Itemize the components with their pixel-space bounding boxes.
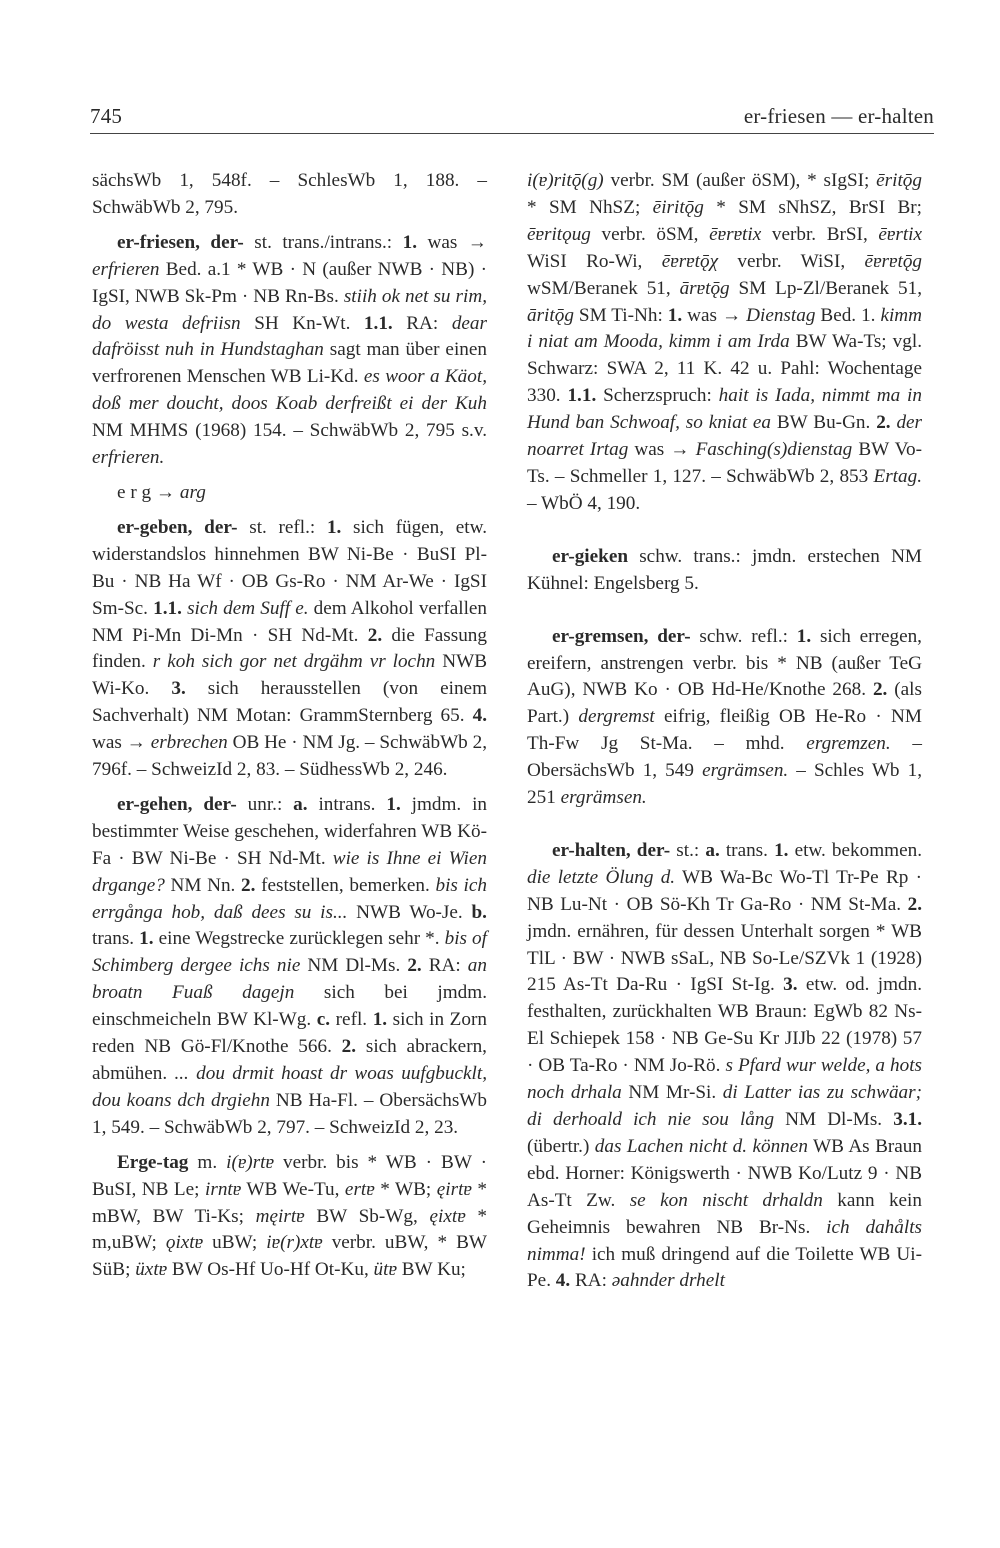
entry-italic-text: bis of Schimberg dergee ichs nie (92, 928, 487, 977)
entry-text: RA: (570, 1270, 612, 1292)
entry-italic-text: i(ɐ)ritǭ(g) (527, 170, 604, 191)
entry-italic-text: ēɐrɐtǭg (864, 250, 923, 272)
entry-text: sagt man über einen verfrorenen Menschen WB Li-Kd. (92, 339, 487, 388)
entry-italic-text: es woor a Käot, doß mer doucht, doos Koab derfreißt ei der Kuh (92, 366, 487, 415)
running-head: er-friesen — er-halten (743, 104, 934, 128)
entry-text: dem Alkohol verfallen NM Pi-Mn Di-Mn · SH Nd-Mt. (92, 597, 488, 646)
entry-text: sich erregen, ereifern, anstrengen verbr. bis * NB (außer TeG AuG), NWB Ko · OB Hd-He/Knothe 268. (527, 625, 922, 701)
entry-text: st. trans./intrans.: (243, 231, 403, 253)
entry-italic-text: ǫixtɐ (165, 1232, 204, 1254)
entry-text: sich fügen, etw. widerstandslos hinnehmen BW Ni-Be · BuSI Pl-Bu · NB Ha Wf · OB Gs-Ro · NM Ar-We · IgSI Sm-Sc. (92, 516, 488, 619)
entry-italic-text: Dienstag (746, 304, 816, 326)
entry-text: NM Mr-Si. (621, 1082, 723, 1104)
entry-text: verbr. öSM, (590, 223, 710, 245)
entry-text: verbr. SM (außer öSM), * sIgSI; (603, 170, 877, 191)
dictionary-entry (92, 480, 487, 507)
entry-headword: 1. (402, 231, 417, 253)
entry-italic-text: i(ɐ)rtɐ (226, 1151, 274, 1173)
entry-italic-text: ... dou drmit hoast dr woas uufgbucklt, dou koans dch drgiehn (92, 1063, 487, 1111)
entry-italic-text: bis ich errgånga hob, daß dees su is... (92, 874, 487, 923)
entry-headword: 1. (372, 1009, 388, 1031)
entry-text: refl. (330, 1009, 373, 1031)
entry-headword: 2. (241, 874, 256, 896)
entry-headword: er-friesen, der- (117, 231, 244, 253)
page-header (90, 104, 934, 129)
entry-text: schw. trans.: jmdn. erstechen NM Kühnel: Engelsberg 5. (527, 545, 922, 594)
entry-headword: er-halten, der- (552, 839, 671, 861)
entry-text: sächsWb 1, 548f. – SchlesWb 1, 188. – SchwäbWb 2, 795. (92, 170, 487, 218)
entry-headword: 2. (876, 412, 891, 434)
entry-text: sich abrackern, abmühen. (92, 1036, 487, 1084)
entry-text: – ObersächsWb 1, 549 (527, 733, 923, 782)
entry-headword: Erge-tag (117, 1151, 189, 1173)
entry-headword: 1. (139, 928, 154, 950)
entry-text: NWB Wi-Ko. (92, 651, 487, 700)
entry-italic-text: ütɐ (373, 1259, 397, 1281)
entry-italic-text: stiih ok net su rim, do westa defriisn (92, 285, 487, 334)
entry-text: (übertr.) (527, 1135, 595, 1157)
entry-italic-text: ēiritǭg (652, 196, 704, 218)
entry-text: WiSI Ro-Wi, (527, 250, 662, 272)
entry-text: WB Wa-Bc Wo-Tl Tr-Pe Rp · NB Lu-Nt · OB Sö-Kh Tr Ga-Ro · NM St-Ma. (527, 866, 922, 915)
entry-headword: 4. (472, 705, 487, 727)
entry-text: etw. bekommen. (788, 839, 922, 861)
entry-italic-text: Ertag. (873, 465, 922, 487)
entry-italic-text: der noarret Irtag (527, 412, 923, 461)
entry-headword: 2. (907, 893, 922, 915)
entry-headword: 4. (555, 1270, 571, 1292)
entry-italic-text: an broatn Fuaß dagejn (92, 955, 487, 1004)
entry-italic-text: sich dem Suff e. (187, 597, 309, 619)
left-column (92, 168, 487, 1292)
entry-italic-text: die letzte Ölung d. (527, 866, 676, 888)
entry-text: SH Kn-Wt. (240, 312, 364, 334)
entry-text: jmdm. in bestimmter Weise geschehen, widerfahren WB Kö-Fa · BW Ni-Be · SH Nd-Mt. (92, 793, 488, 869)
dictionary-entry (527, 544, 922, 598)
entry-text: BW Vo-Ts. – Schmeller 1, 127. – SchwäbWb 2, 853 (527, 439, 922, 487)
entry-italic-text: ich dahålts nimma! (527, 1216, 922, 1265)
entry-italic-text: s Pfard wur welde, a hots noch drhala (527, 1055, 923, 1104)
entry-text: ich muß dringend auf die Toilette WB Ui-Pe. (527, 1243, 922, 1292)
entry-text: unr.: (236, 793, 294, 815)
entry-text: * WB; (374, 1178, 437, 1200)
entry-text: verbr. WiSI, (718, 250, 865, 272)
entry-italic-text: ēritǭg (876, 170, 922, 191)
entry-text: OB He · NM Jg. – SchwäbWb 2, 796f. – SchweizId 2, 83. – SüdhessWb 2, 246. (92, 732, 487, 781)
entry-text: m. (188, 1151, 227, 1173)
entry-text: was → (682, 304, 747, 326)
entry-italic-text: üxtɐ (135, 1259, 168, 1281)
entry-italic-text: di Latter ias zu schwäar; di derhoald ich nie sou lång (527, 1082, 922, 1130)
entry-text: was → (92, 732, 151, 754)
entry-italic-text: erfrieren (92, 258, 160, 280)
entry-italic-text: əahnder drhelt (611, 1270, 725, 1292)
entry-italic-text: erfrieren. (92, 447, 165, 469)
entry-headword: er-geben, der- (117, 516, 238, 538)
dictionary-entry (527, 624, 922, 812)
entry-headword: 3. (171, 678, 186, 700)
entry-text: feststellen, bemerken. (255, 874, 436, 896)
entry-italic-text: ergremzen. (806, 733, 891, 755)
entry-headword: c. (316, 1009, 331, 1031)
entry-text: st.: (670, 839, 706, 861)
entry-text: NM Dl-Ms. (774, 1109, 894, 1130)
entry-text: trans. (92, 928, 140, 950)
entry-text: BW Ku; (396, 1259, 466, 1281)
dictionary-entry (92, 515, 487, 784)
entry-text: SM Lp-Zl/Beranek 51, (729, 277, 922, 299)
entry-headword: 2. (367, 624, 383, 646)
entry-text: uBW; (203, 1232, 267, 1254)
entry-headword: 1. (796, 625, 812, 647)
dictionary-entry (92, 230, 487, 472)
entry-italic-text: ęirtɐ (436, 1178, 472, 1200)
entry-text: * SM NhSZ; (527, 196, 653, 218)
header-rule (90, 133, 934, 134)
entry-text: * m,uBW; (92, 1205, 487, 1254)
entry-text: NM Dl-Ms. (300, 955, 408, 977)
entry-text: SM Ti-Nh: (573, 304, 668, 326)
entry-text: (als Part.) (527, 679, 922, 728)
dictionary-entry (92, 168, 487, 222)
dictionary-entry (527, 168, 922, 518)
entry-text: e r g → (117, 481, 180, 503)
entry-italic-text: ēɐrtix (878, 223, 922, 245)
entry-text: kann kein Geheimnis bewahren NB Br-Ns. (527, 1189, 922, 1238)
entry-text: RA: (392, 312, 452, 334)
entry-headword: a. (705, 839, 720, 861)
entry-text: RA: (421, 955, 468, 977)
entry-headword: 1.1. (363, 312, 393, 334)
entry-italic-text: iɐ(r)xtɐ (266, 1232, 323, 1254)
entry-text: * SM sNhSZ, BrSI Br; (703, 196, 922, 218)
entry-text: BW Bu-Gn. (771, 412, 877, 434)
entry-italic-text: das Lachen nicht d. können (594, 1135, 808, 1157)
entry-italic-text: irntɐ (205, 1178, 242, 1200)
entry-text: die Fassung finden. (92, 624, 487, 673)
entry-text: BW Sb-Wg, (304, 1205, 430, 1227)
right-column (527, 168, 922, 1303)
entry-text: verbr. BrSI, (761, 223, 879, 245)
entry-italic-text: kimm i niat am Mooda, kimm i am Irda (527, 304, 922, 353)
entry-headword: 1. (386, 793, 401, 815)
entry-text: WB We-Tu, (241, 1178, 345, 1200)
entry-headword: 1.1. (153, 597, 182, 619)
entry-text: st. refl.: (237, 516, 327, 538)
entry-text: Bed. a.1 * WB · N (außer NWB · NB) · IgSI, NWB Sk-Pm · NB Rn-Bs. (92, 258, 487, 307)
entry-headword: 1. (667, 304, 683, 326)
entry-text: Scherzspruch: (596, 385, 719, 407)
entry-italic-text: hait is Iada, nimmt ma in Hund ban Schwoaf, so kniat ea (527, 385, 922, 434)
entry-headword: er-gieken (552, 545, 629, 567)
entry-text: trans. (719, 839, 775, 861)
entry-text: was → (628, 439, 696, 461)
entry-text: jmdn. ernähren, für dessen Unterhalt sorgen * WB TlL · BW · NWB sSaL, NB So-Le/SZVk 1 (1928) 215 As-Tt Da-Ru · IgSI St-Ig. (527, 920, 922, 996)
entry-text: etw. od. jmdn. festhalten, zurückhalten WB Braun: EgWb 82 Ns-El Schiepek 158 · NB Ge-Su Kr JIJb 22 (1978) 57 · OB Ta-Ro · NM Jo-Rö. (527, 974, 922, 1077)
entry-italic-text: arg (179, 481, 206, 503)
entry-text: was → (417, 231, 487, 253)
entry-italic-text: ergrämsen. (560, 787, 647, 809)
entry-headword: 1. (326, 516, 342, 538)
entry-text: eifrig, fleißig OB He-Ro · NM Th-Fw Jg St-Ma. – mhd. (527, 706, 922, 755)
entry-text: intrans. (307, 793, 387, 815)
entry-text: sich bei jmdm. einschmeicheln BW Kl-Wg. (92, 982, 487, 1031)
entry-text: BW Wa-Ts; vgl. Schwarz: SWA 2, 11 K. 42 u. Pahl: Wochentage 330. (527, 331, 922, 407)
entry-italic-text: dear dafröisst nuh in Hundstaghan (92, 312, 487, 361)
entry-text: NWB Wo-Je. (347, 901, 472, 923)
entry-text: – Schles Wb 1, 251 (527, 760, 923, 809)
entry-text: NM Nn. (164, 874, 242, 896)
entry-italic-text: r koh sich gor net drgähm vr lochn (152, 651, 436, 673)
entry-headword: 2. (872, 679, 888, 701)
entry-text: * mBW, BW Ti-Ks; (92, 1178, 487, 1227)
entry-italic-text: męirtɐ (255, 1205, 305, 1227)
entry-italic-text: erbrechen (150, 732, 228, 754)
entry-italic-text: ēɐrɐtix (709, 223, 762, 245)
entry-italic-text: ārɐtǭg (679, 277, 730, 299)
dictionary-entry (92, 1150, 487, 1285)
entry-headword: 3. (783, 974, 798, 996)
entry-text: wSM/Beranek 51, (527, 277, 680, 299)
entry-italic-text: se kon nischt drhaldn (629, 1189, 823, 1211)
entry-text: – WbÖ 4, 190. (527, 492, 641, 514)
entry-text: schw. refl.: (690, 625, 797, 647)
entry-text: sich in Zorn reden NB Gö-Fl/Knothe 566. (92, 1009, 487, 1058)
entry-headword: a. (293, 793, 308, 815)
entry-italic-text: ēɐrɐtǭχ (661, 250, 719, 272)
entry-italic-text: Fasching(s)dienstag (695, 439, 853, 461)
dictionary-entry (527, 838, 922, 1295)
entry-italic-text: ęixtɐ (429, 1205, 466, 1227)
entry-text: BW Os-Hf Uo-Hf Ot-Ku, (167, 1259, 374, 1281)
entry-headword: 1.1. (567, 385, 597, 407)
entry-italic-text: dergremst (578, 706, 655, 728)
entry-headword: 2. (341, 1036, 357, 1058)
page-number: 745 (90, 104, 123, 128)
entry-text: eine Wegstrecke zurücklegen sehr *. (153, 928, 445, 950)
entry-text: Bed. 1. (815, 304, 881, 326)
entry-text: verbr. uBW, * BW SüB; (92, 1232, 487, 1281)
entry-headword: 1. (774, 839, 789, 861)
entry-text: sich herausstellen (von einem Sachverhalt) NM Motan: GrammSternberg 65. (92, 678, 487, 727)
entry-italic-text: āritǭg (527, 304, 574, 326)
entry-italic-text: ergrämsen. (702, 760, 789, 782)
entry-text: NM MHMS (1968) 154. – SchwäbWb 2, 795 s.v. (92, 420, 487, 442)
entry-italic-text: ertɐ (344, 1178, 375, 1200)
entry-italic-text: wie is Ihne ei Wien drgange? (92, 847, 487, 896)
entry-headword: b. (471, 901, 487, 923)
dictionary-entry (92, 792, 487, 1142)
entry-headword: er-gremsen, der- (552, 625, 691, 647)
entry-headword: 2. (407, 955, 422, 977)
entry-headword: er-gehen, der- (117, 793, 237, 815)
entry-headword: 3.1. (893, 1109, 922, 1130)
entry-text: NB Ha-Fl. – ObersächsWb 1, 549. – SchwäbWb 2, 797. – SchweizId 2, 23. (92, 1089, 487, 1138)
entry-italic-text: ēɐritǫug (527, 223, 591, 245)
entry-text: WB As Braun ebd. Horner: Königswerth · NWB Ko/Lutz 9 · NB As-Tt Zw. (527, 1135, 922, 1211)
entry-text: verbr. bis * WB · BW · BuSI, NB Le; (92, 1151, 487, 1200)
